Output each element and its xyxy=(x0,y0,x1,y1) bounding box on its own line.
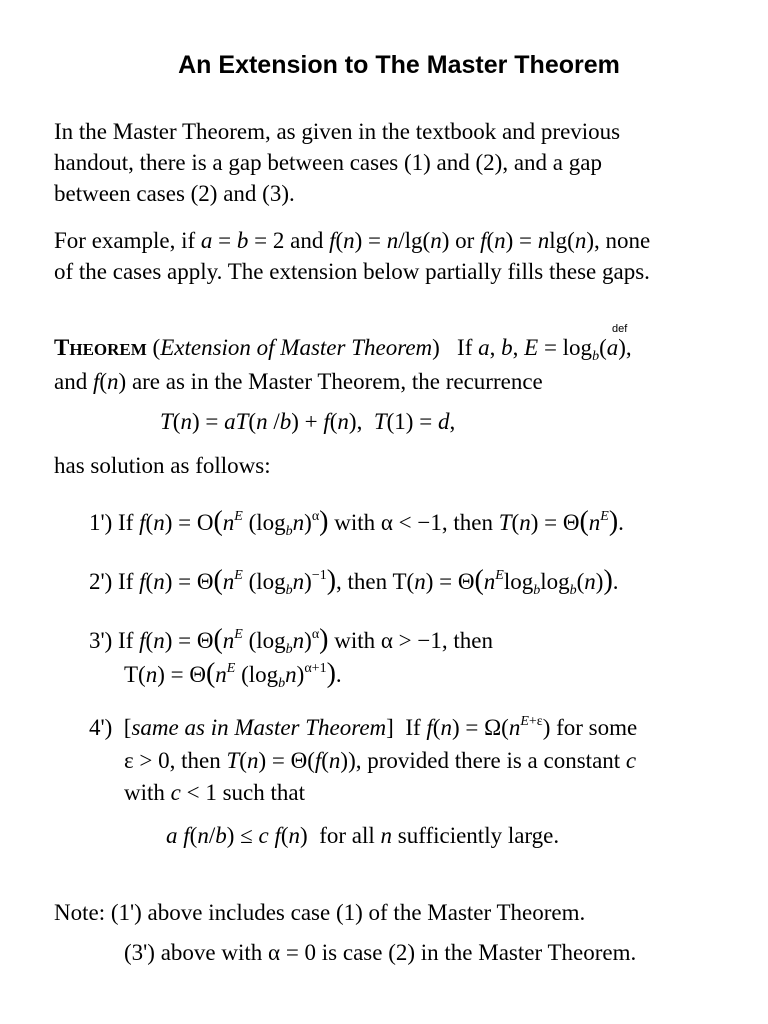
theorem-line-1: THEOREM (Extension of Master Theorem) If a, b, $E = \log_b(a)$, xyxy=(54,335,632,364)
example-line-1: For example, if a = b = 2 and f(n) = n/lg(n) or f(n) = nlg(n), none xyxy=(54,228,651,253)
intro-line-2: handout, there is a gap between cases (1) and (2), and a gap xyxy=(54,150,602,175)
note-line-2: (3') above with α = 0 is case (2) in the Master Theorem. xyxy=(124,940,637,965)
case-4-prime-line-1: 4') [same as in Master Theorem] If $f(n) = \Omega(n^{E+\varepsilon})$ for some xyxy=(89,714,638,740)
recurrence: T(n) = aT(n /b) + f(n), T(1) = d, xyxy=(160,409,456,434)
note-line-1: Note: (1') above includes case (1) of the Master Theorem. xyxy=(54,900,586,925)
page-title: An Extension to The Master Theorem xyxy=(178,51,620,79)
theorem-line-3: has solution as follows: xyxy=(54,453,271,478)
case-4-prime-condition: a f(n/b) ≤ c f(n) for all n sufficiently large. xyxy=(166,823,560,848)
theorem-line-2: and f(n) are as in the Master Theorem, the recurrence xyxy=(54,369,543,394)
def-label: def xyxy=(612,323,628,335)
case-2-prime: 2') If $f(n) = \Theta(n^E$ $(\log_bn)^{-1}$), then $T(n) = \Theta(n^E\log_b\log_b(n))$. xyxy=(89,565,619,598)
intro-line-1: In the Master Theorem, as given in the textbook and previous xyxy=(54,119,621,144)
case-1-prime: 1') If $f(n) = O(n^E$ $(\log_bn)^\alpha$) with α < −1, then $T(n) = \Theta(n^E)$. xyxy=(89,506,624,539)
case-4-prime-line-2: ε > 0, then T(n) = Θ(f(n)), provided there is a constant c xyxy=(124,748,637,773)
case-3-prime-line-1: 3') If $f(n) = \Theta(n^E$ $(\log_bn)^\alpha$) with α > −1, then xyxy=(89,624,493,657)
case-4-prime-line-3: with c < 1 such that xyxy=(124,780,305,805)
example-line-2: of the cases apply. The extension below partially fills these gaps. xyxy=(54,259,650,284)
intro-line-3: between cases (2) and (3). xyxy=(54,181,295,206)
case-3-prime-line-2: $T(n) = \Theta(n^E$ $(\log_bn)^{\alpha+1}$). xyxy=(124,658,342,691)
